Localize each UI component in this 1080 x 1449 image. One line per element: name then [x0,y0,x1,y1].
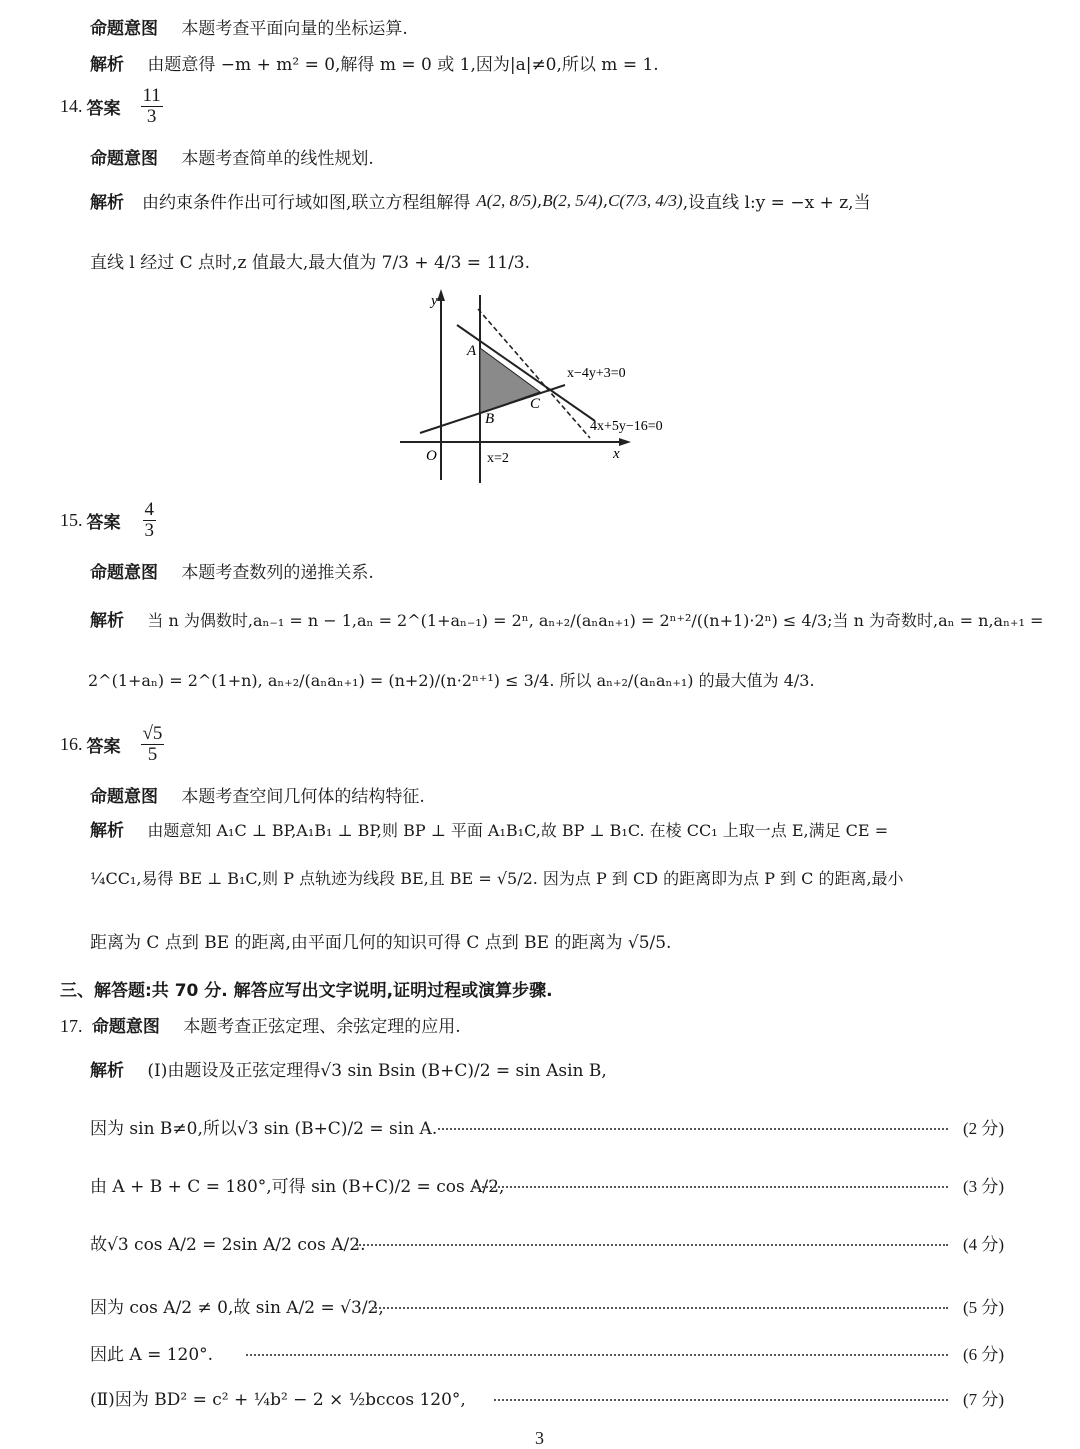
q17-step-2: 因为 sin B≠0,所以√3 sin (B+C)/2 = sin A. [90,1119,438,1139]
dotted-leader [474,1186,948,1188]
point-a-label: A [467,343,477,359]
intent-text: 本题考查简单的线性规划. [181,149,374,169]
y-axis-label: y [431,293,438,309]
analysis-text: 由题意知 A₁C ⊥ BP,A₁B₁ ⊥ BP,则 BP ⊥ 平面 A₁B₁C,故 BP ⊥ B₁C. 在棱 CC₁ 上取一点 E,满足 CE = [147,821,889,840]
answer-fraction [141,86,163,127]
analysis-text: 由题意得 −m + m² = 0,解得 m = 0 或 1,因为|a|≠0,所以 m = 1. [147,55,659,75]
q17-step-7: (Ⅱ)因为 BD² = c² + ¼b² − 2 × ½bccos 120°, [90,1390,466,1410]
intent-label: 命题意图 [90,563,158,583]
analysis-text: 由约束条件作出可行域如图,联立方程组解得 [142,193,471,213]
y-arrow-icon [437,289,445,301]
q16-analysis-line3: 距离为 C 点到 BE 的距离,由平面几何的知识可得 C 点到 BE 的距离为 √5/5. [90,933,672,953]
question-number: 15. [60,509,83,530]
feasible-region-figure [395,285,695,485]
analysis-label: 解析 [90,821,124,841]
analysis-label: 解析 [90,1061,124,1081]
origin-label: O [426,448,437,464]
step-text: (Ⅰ)由题设及正弦定理得√3 sin Bsin (B+C)/2 = sin Asin B, [147,1061,607,1081]
q16-intent [90,782,425,807]
intent-label: 命题意图 [90,787,158,807]
analysis-text-tail: ,设直线 l:y = −x + z,当 [682,193,871,213]
intent-text: 本题考查正弦定理、余弦定理的应用. [183,1017,461,1037]
question-number: 17. [60,1016,83,1036]
point-b-label: B [485,411,495,427]
analysis-label: 解析 [90,611,124,631]
q17-step-4: 故√3 cos A/2 = 2sin A/2 cos A/2. [90,1235,366,1255]
analysis-label: 解析 [90,55,124,75]
q14-intent [90,144,374,169]
intent-text: 本题考查数列的递推关系. [181,563,374,583]
point-a: A(2, 8/5) [476,190,537,210]
point-b: B(2, 5/4) [542,190,603,210]
analysis-text: 当 n 为偶数时,aₙ₋₁ = n − 1,aₙ = 2^(1+aₙ₋₁) = 2ⁿ, aₙ₊₂/(aₙaₙ₊₁) = 2ⁿ⁺²/((n+1)·2ⁿ) ≤ 4/3;当 n 为奇数时,aₙ = n,aₙ₊₁ = [147,611,1044,630]
page-number: 3 [535,1428,544,1448]
score-2: (2 分) [963,1119,1005,1138]
q13-analysis [90,50,659,75]
score-4: (4 分) [963,1235,1005,1254]
line1-label: x−4y+3=0 [567,366,626,381]
q13-intent [90,14,408,39]
q14-answer [60,86,165,127]
q17-intent [60,1012,461,1037]
numerator: 4 [144,499,154,520]
x-axis-label: x [613,446,620,462]
dotted-leader [494,1399,948,1401]
q14-analysis-line2: 直线 l 经过 C 点时,z 值最大,最大值为 7/3 + 4/3 = 11/3. [90,253,531,273]
question-number: 14. [60,95,83,116]
denominator: 5 [147,743,158,765]
q14-analysis-line1: 解析 由约束条件作出可行域如图,联立方程组解得 A(2, 8/5) , B(2, 5/4) , C(7/3, 4/3) ,设直线 l:y = −x + z,当 [90,188,871,213]
intent-text: 本题考查空间几何体的结构特征. [181,787,425,807]
dotted-leader [372,1307,948,1309]
intent-label: 命题意图 [90,149,158,169]
point-c: C(7/3, 4/3) [608,190,683,210]
answer-fraction [141,724,165,765]
numerator: 11 [142,85,161,106]
answer-label: 答案 [86,98,121,119]
intent-label: 命题意图 [91,1017,160,1037]
denominator: 3 [146,105,157,127]
score-7: (7 分) [963,1390,1005,1409]
line-x2-label: x=2 [487,451,509,466]
dotted-leader [356,1244,948,1246]
denominator: 3 [144,519,154,541]
score-3: (3 分) [963,1177,1005,1196]
q15-analysis-line2: 2^(1+aₙ) = 2^(1+n), aₙ₊₂/(aₙaₙ₊₁) = (n+2)/(n·2ⁿ⁺¹) ≤ 3/4. 所以 aₙ₊₂/(aₙaₙ₊₁) 的最大值为 4/3. [88,671,815,690]
intent-label: 命题意图 [90,19,158,39]
dotted-leader [246,1354,948,1356]
q17-step-5: 因为 cos A/2 ≠ 0,故 sin A/2 = √3/2, [90,1298,384,1318]
q15-intent [90,558,374,583]
answer-fraction [143,500,157,541]
answer-label: 答案 [86,736,121,757]
q15-analysis-line1 [90,606,1043,631]
dotted-leader [438,1128,948,1130]
q16-answer [60,724,166,765]
q17-step-6: 因此 A = 120°. [90,1345,214,1365]
intent-text: 本题考查平面向量的坐标运算. [181,19,408,39]
analysis-label: 解析 [90,193,124,213]
line2-label: 4x+5y−16=0 [590,419,663,434]
q17-step-1 [90,1056,607,1081]
q17-step-3: 由 A + B + C = 180°,可得 sin (B+C)/2 = cos A/2, [90,1177,505,1197]
numerator: √5 [142,723,163,744]
score-5: (5 分) [963,1298,1005,1317]
section-title: 三、解答题:共 70 分. 解答应写出文字说明,证明过程或演算步骤. [60,981,553,1001]
score-6: (6 分) [963,1345,1005,1364]
q16-analysis-line2: ¼CC₁,易得 BE ⊥ B₁C,则 P 点轨迹为线段 BE,且 BE = √5/2. 因为点 P 到 CD 的距离即为点 P 到 C 的距离,最小 [90,869,904,888]
q15-answer [60,500,158,541]
q16-analysis-line1 [90,816,888,841]
x-arrow-icon [619,438,631,446]
question-number: 16. [60,733,83,754]
answer-label: 答案 [86,512,121,533]
point-c-label: C [530,396,541,412]
